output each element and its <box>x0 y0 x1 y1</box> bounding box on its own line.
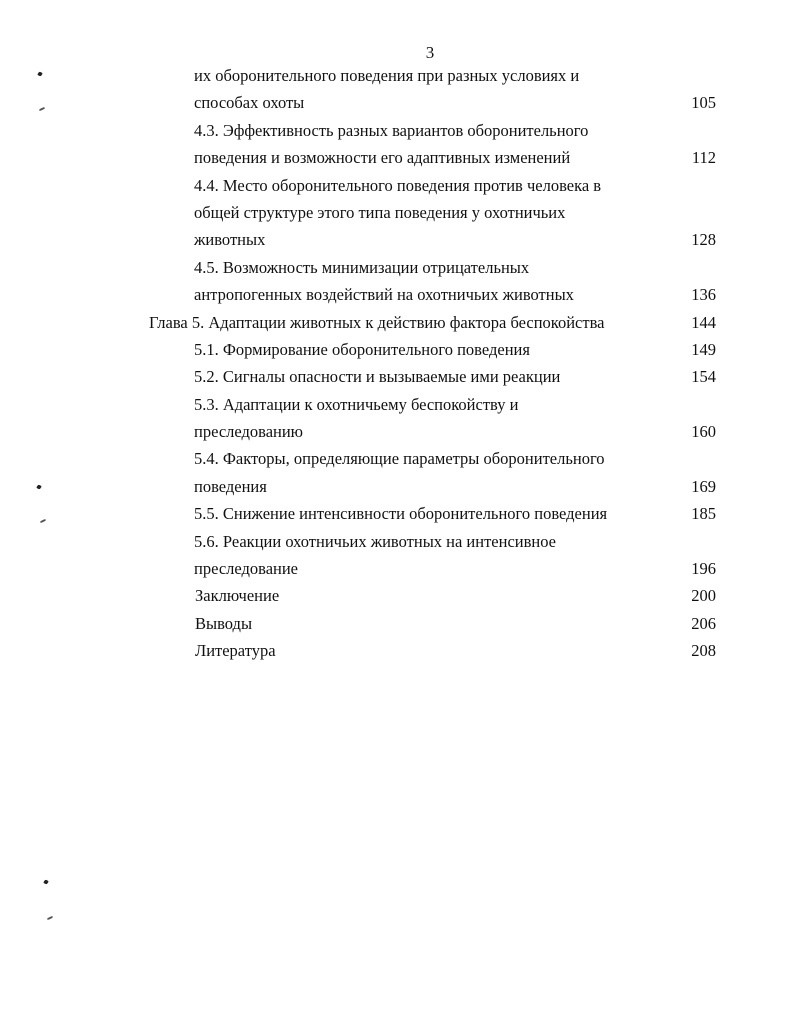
toc-entry-line: Литература <box>195 641 276 661</box>
toc-entry-line: 4.3. Эффективность разных вариантов оборонительного <box>194 120 589 140</box>
toc-entry <box>0 610 793 637</box>
scan-speck <box>43 879 48 884</box>
toc-entry-line: 4.4. Место оборонительного поведения против человека в <box>194 175 602 195</box>
toc-page-number: 136 <box>691 285 716 305</box>
toc-entry <box>0 117 793 172</box>
toc-entry-line: способах охоты <box>194 93 305 113</box>
table-of-contents <box>0 62 793 665</box>
toc-page-number: 144 <box>691 312 716 332</box>
toc-page-number: 196 <box>691 559 716 579</box>
toc-page-number: 208 <box>691 641 716 661</box>
toc-entry <box>0 637 793 664</box>
toc-entry <box>0 336 793 363</box>
toc-entry-line: антропогенных воздействий на охотничьих животных <box>194 285 574 305</box>
toc-page-number: 105 <box>691 93 716 113</box>
toc-entry-line: Глава 5. Адаптации животных к действию фактора беспокойства <box>149 312 605 332</box>
toc-page-number: 206 <box>691 613 716 633</box>
toc-entry <box>0 445 793 500</box>
toc-entry <box>0 62 793 117</box>
toc-entry <box>0 500 793 527</box>
toc-entry-line: общей структуре этого типа поведения у охотничьих <box>194 202 566 222</box>
toc-entry <box>0 391 793 446</box>
toc-entry <box>0 363 793 390</box>
toc-entry-line: Заключение <box>195 586 280 606</box>
toc-entry-line: 4.5. Возможность минимизации отрицательных <box>194 257 530 277</box>
toc-entry <box>0 528 793 583</box>
toc-entry-line: преследованию <box>194 422 304 442</box>
toc-entry <box>0 254 793 309</box>
toc-entry <box>0 309 793 336</box>
toc-entry <box>0 582 793 609</box>
toc-page-number: 169 <box>691 476 716 496</box>
toc-page-number: 200 <box>691 586 716 606</box>
toc-entry-line: 5.5. Снижение интенсивности оборонительного поведения <box>194 504 608 524</box>
toc-entry <box>0 172 793 254</box>
toc-page-number: 160 <box>691 422 716 442</box>
toc-entry-line: преследование <box>194 559 299 579</box>
toc-entry-line: 5.2. Сигналы опасности и вызываемые ими реакции <box>194 367 561 387</box>
toc-entry-line: 5.3. Адаптации к охотничьему беспокойству и <box>194 394 519 414</box>
scan-speck <box>47 916 53 920</box>
toc-page-number: 185 <box>691 504 716 524</box>
toc-entry-line: 5.6. Реакции охотничьих животных на интенсивное <box>194 531 557 551</box>
toc-entry-line: поведения и возможности его адаптивных изменений <box>194 148 571 168</box>
page-number: 3 <box>425 43 435 62</box>
toc-entry-line: 5.1. Формирование оборонительного поведения <box>194 339 530 359</box>
toc-entry-line: их оборонительного поведения при разных условиях и <box>194 66 580 85</box>
toc-entry-line: 5.4. Факторы, определяющие параметры оборонительного <box>194 449 605 469</box>
toc-entry-line: животных <box>194 230 266 250</box>
toc-page-number: 154 <box>691 367 716 387</box>
toc-entry-line: Выводы <box>195 613 253 633</box>
toc-page-number: 128 <box>691 230 716 250</box>
toc-page-number: 149 <box>691 339 716 359</box>
toc-page-number: 112 <box>691 148 716 168</box>
toc-entry-line: поведения <box>194 476 267 496</box>
